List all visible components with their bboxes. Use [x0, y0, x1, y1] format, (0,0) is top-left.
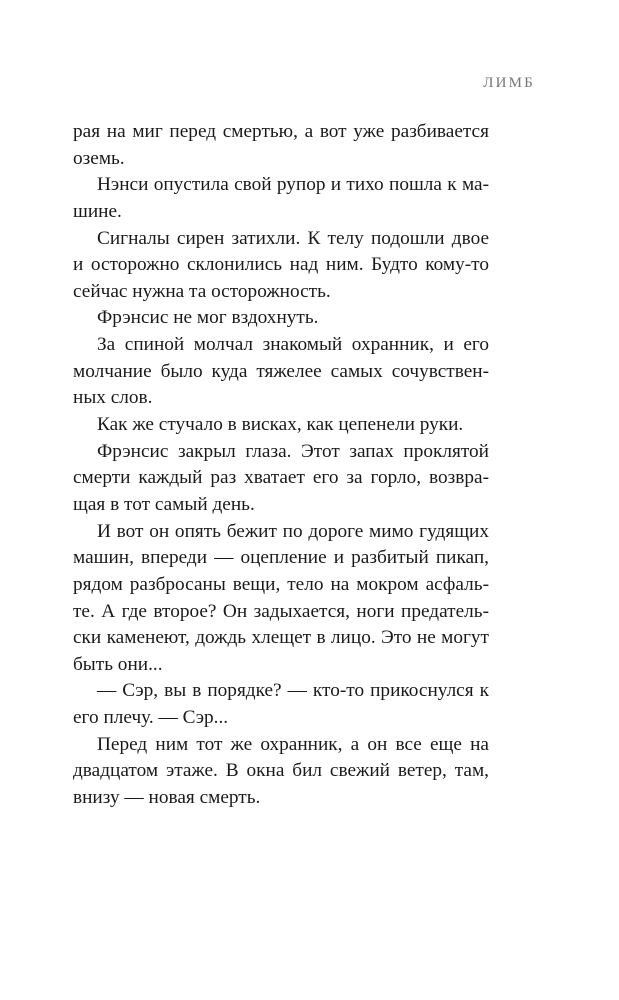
text-line: ных слов. — [73, 387, 153, 409]
text-line: быть они... — [73, 653, 163, 675]
text-line: И вот он опять бежит по дороге мимо гудящих — [97, 520, 489, 542]
body-text — [73, 119, 489, 812]
text-line: Сигналы сирен затихли. К телу подошли двое — [97, 227, 489, 249]
text-line: те. А где второе? Он задыхается, ноги предатель- — [73, 600, 489, 622]
text-line: и осторожно склонились над ним. Будто кому-то — [73, 254, 489, 276]
text-line: ски каменеют, дождь хлещет в лицо. Это не могут — [73, 627, 489, 649]
text-line: Фрэнсис закрыл глаза. Этот запах проклятой — [97, 440, 489, 462]
paragraph — [73, 119, 489, 172]
text-line: двадцатом этаже. В окна бил свежий ветер, там, — [73, 760, 489, 782]
text-line: внизу — новая смерть. — [73, 787, 261, 809]
text-line: щая в тот самый день. — [73, 493, 255, 515]
text-line: Перед ним тот же охранник, а он все еще на — [97, 733, 489, 755]
text-line: молчание было куда тяжелее самых сочувствен- — [73, 360, 489, 382]
paragraph — [73, 519, 489, 679]
paragraph — [73, 439, 489, 519]
paragraph — [73, 732, 489, 812]
text-line: Фрэнсис не мог вздохнуть. — [97, 307, 319, 329]
text-line: сейчас нужна та осторожность. — [73, 280, 331, 302]
paragraph — [73, 305, 489, 332]
paragraph — [73, 412, 489, 439]
running-head: ЛИМБ — [483, 75, 535, 91]
text-line: оземь. — [73, 147, 125, 169]
text-line: Нэнси опустила свой рупор и тихо пошла к ма- — [97, 174, 489, 196]
text-line: его плечу. — Сэр... — [73, 707, 229, 729]
paragraph — [73, 678, 489, 731]
text-line: машин, впереди — оцепление и разбитый пикап, — [73, 547, 489, 569]
text-line: За спиной молчал знакомый охранник, и его — [97, 334, 489, 356]
paragraph — [73, 226, 489, 306]
text-line: — Сэр, вы в порядке? — кто-то прикоснулся к — [97, 680, 489, 702]
text-line: Как же стучало в висках, как цепенели руки. — [97, 414, 464, 436]
paragraph — [73, 332, 489, 412]
text-line: смерти каждый раз хватает его за горло, возвра- — [73, 467, 489, 489]
text-line: рядом разбросаны вещи, тело на мокром асфаль- — [73, 573, 489, 595]
paragraph — [73, 172, 489, 225]
text-line: рая на миг перед смертью, а вот уже разбивается — [73, 121, 489, 142]
text-line: шине. — [73, 200, 122, 222]
